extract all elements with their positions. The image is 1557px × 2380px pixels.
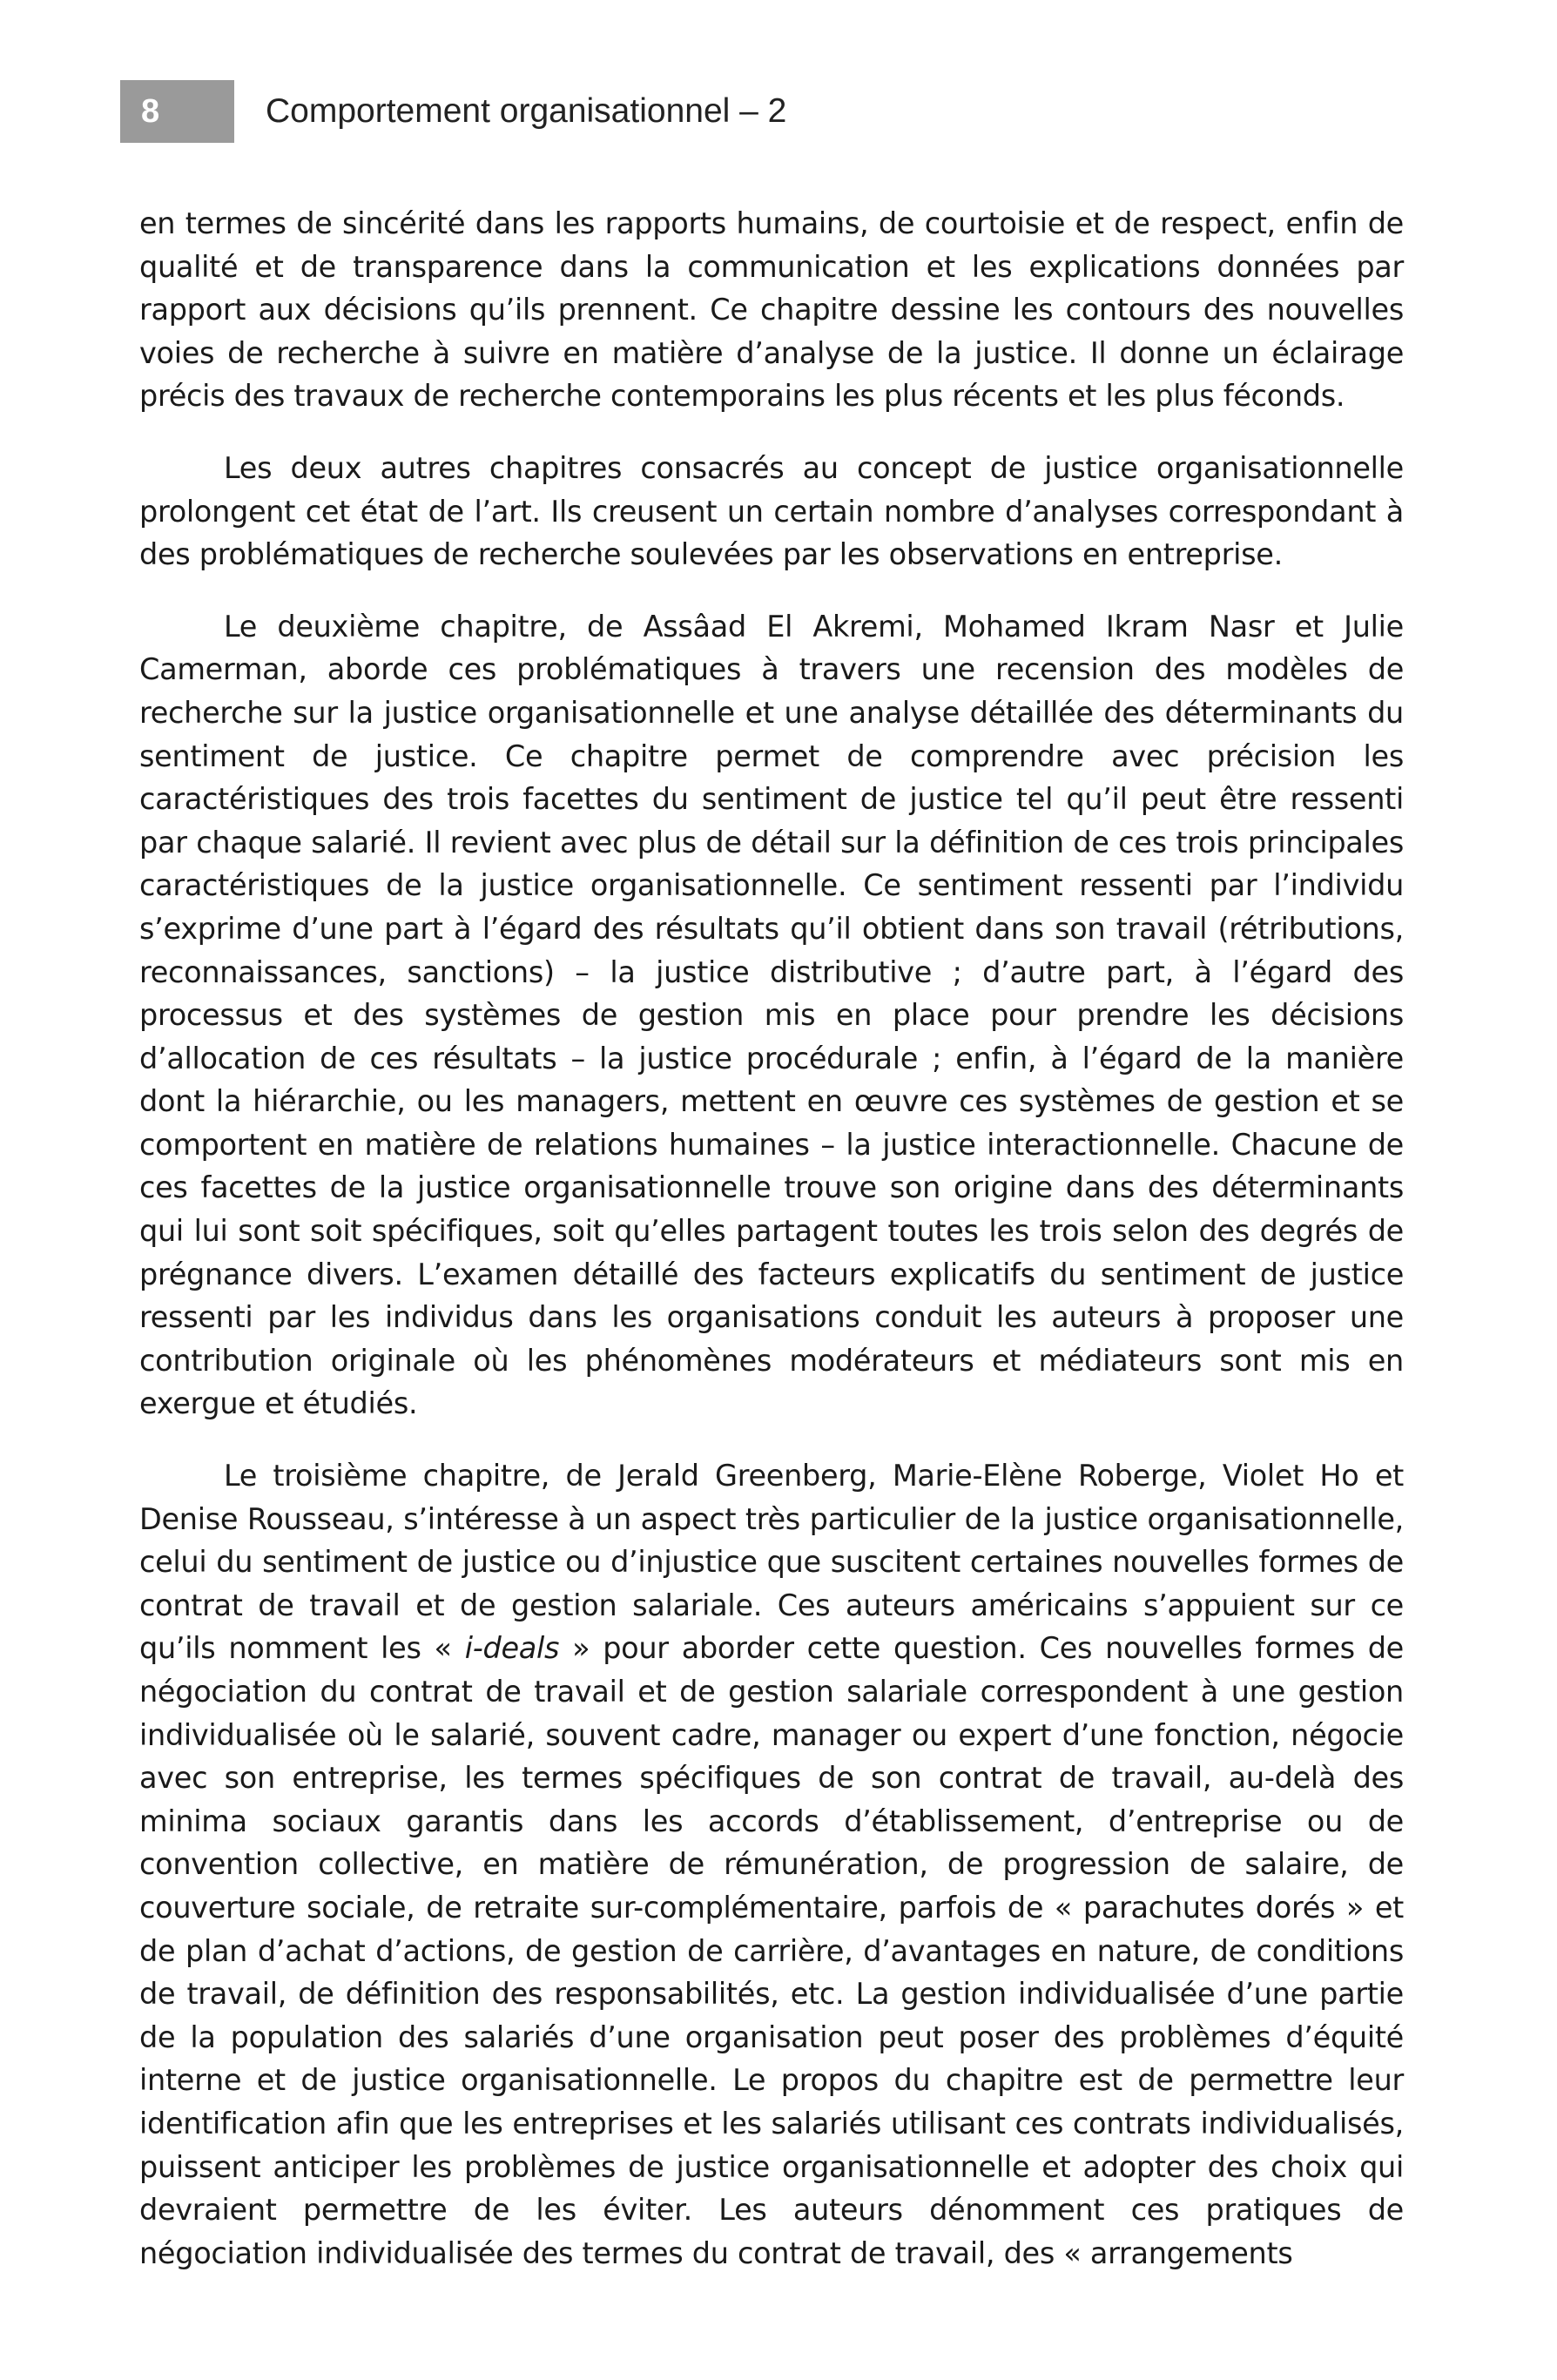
i-deals-term: i-deals — [464, 1631, 560, 1666]
paragraph-third-chapter-text-after: » pour aborder cette question. Ces nouvelles formes de négociation du contrat de travail et de gestion salariale correspondent à une gestion individualisée où le salarié, souvent cadre, manager ou expert d’une fonction, négocie avec son entreprise, les termes spécifiques de son contrat de travail, au-delà des minima sociaux garantis dans les accords d’établissement, d’entreprise ou de convention collective, en matière de rémunération, de progression de salaire, de couverture sociale, de retraite sur-complémentaire, parfois de « parachutes dorés » et de plan d’achat d’actions, de gestion de carrière, d’avantages en nature, de conditions de travail, de définition des responsabilités, etc. La gestion individualisée d’une partie de la population des salariés d’une organisation peut poser des problèmes d’équité interne et de justice organisationnelle. Le propos du chapitre est de permettre leur identification afin que les entreprises et les salariés utilisant ces contrats individualisés, puissent anticiper les problèmes de justice organisationnelle et adopter des choix qui devraient permettre de les éviter. Les auteurs dénomment ces pratiques de négociation individualisée des termes du contrat de travail, des « arrangements — [139, 1631, 1404, 2270]
page-number: 8 — [141, 92, 160, 130]
paragraph-third-chapter — [139, 1454, 1404, 2275]
running-title: Comportement organisationnel – 2 — [266, 92, 787, 130]
page-header — [120, 80, 786, 143]
paragraph-second-chapter: Le deuxième chapitre, de Assâad El Akremi, Mohamed Ikram Nasr et Julie Camerman, aborde ces problématiques à travers une recension des modèles de recherche sur la justice organisationnelle et une analyse détaillée des déterminants du sentiment de justice. Ce chapitre permet de comprendre avec précision les caractéristiques des trois facettes du sentiment de justice tel qu’il peut être ressenti par chaque salarié. Il revient avec plus de détail sur la définition de ces trois principales caractéristiques de la justice organisationnelle. Ce sentiment ressenti par l’individu s’exprime d’une part à l’égard des résultats qu’il obtient dans son travail (rétributions, reconnaissances, sanctions) – la justice distributive ; d’autre part, à l’égard des processus et des systèmes de gestion mis en place pour prendre les décisions d’allocation de ces résultats – la justice procédurale ; enfin, à l’égard de la manière dont la hiérarchie, ou les managers, mettent en œuvre ces systèmes de gestion et se comportent en matière de relations humaines – la justice interactionnelle. Chacune de ces facettes de la justice organisationnelle trouve son origine dans des déterminants qui lui sont soit spécifiques, soit qu’elles partagent toutes les trois selon des degrés de prégnance divers. L’examen détaillé des facteurs explicatifs du sentiment de justice ressenti par les individus dans les organisations conduit les auteurs à proposer une contribution originale où les phénomènes modérateurs et médiateurs sont mis en exergue et étudiés. — [139, 609, 1404, 1421]
page-number-box — [120, 80, 234, 143]
paragraph-continuation: en termes de sincérité dans les rapports humains, de courtoisie et de respect, enfin de qualité et de transparence dans la communication et les explications données par rapport aux décisions qu’ils prennent. Ce chapitre dessine les contours des nouvelles voies de recherche à suivre en matière d’analyse de la justice. Il donne un éclairage précis des travaux de recherche contemporains les plus récents et les plus féconds. — [139, 206, 1404, 414]
paragraph-third-chapter-text-before: Le troisième chapitre, de Jerald Greenberg, Marie-Elène Roberge, Violet Ho et Denise Rousseau, s’intéresse à un aspect très particulier de la justice organisationnelle, celui du sentiment de justice ou d’injustice que suscitent certaines nouvelles formes de contrat de travail et de gestion salariale. Ces auteurs américains s’appuient sur ce qu’ils nomment les « — [139, 1459, 1404, 1666]
paragraph-other-chapters: Les deux autres chapitres consacrés au concept de justice organisationnelle prolongent cet état de l’art. Ils creusent un certain nombre d’analyses correspondant à des problématiques de recherche soulevées par les observations en entreprise. — [139, 450, 1404, 572]
body-text — [139, 202, 1404, 2275]
